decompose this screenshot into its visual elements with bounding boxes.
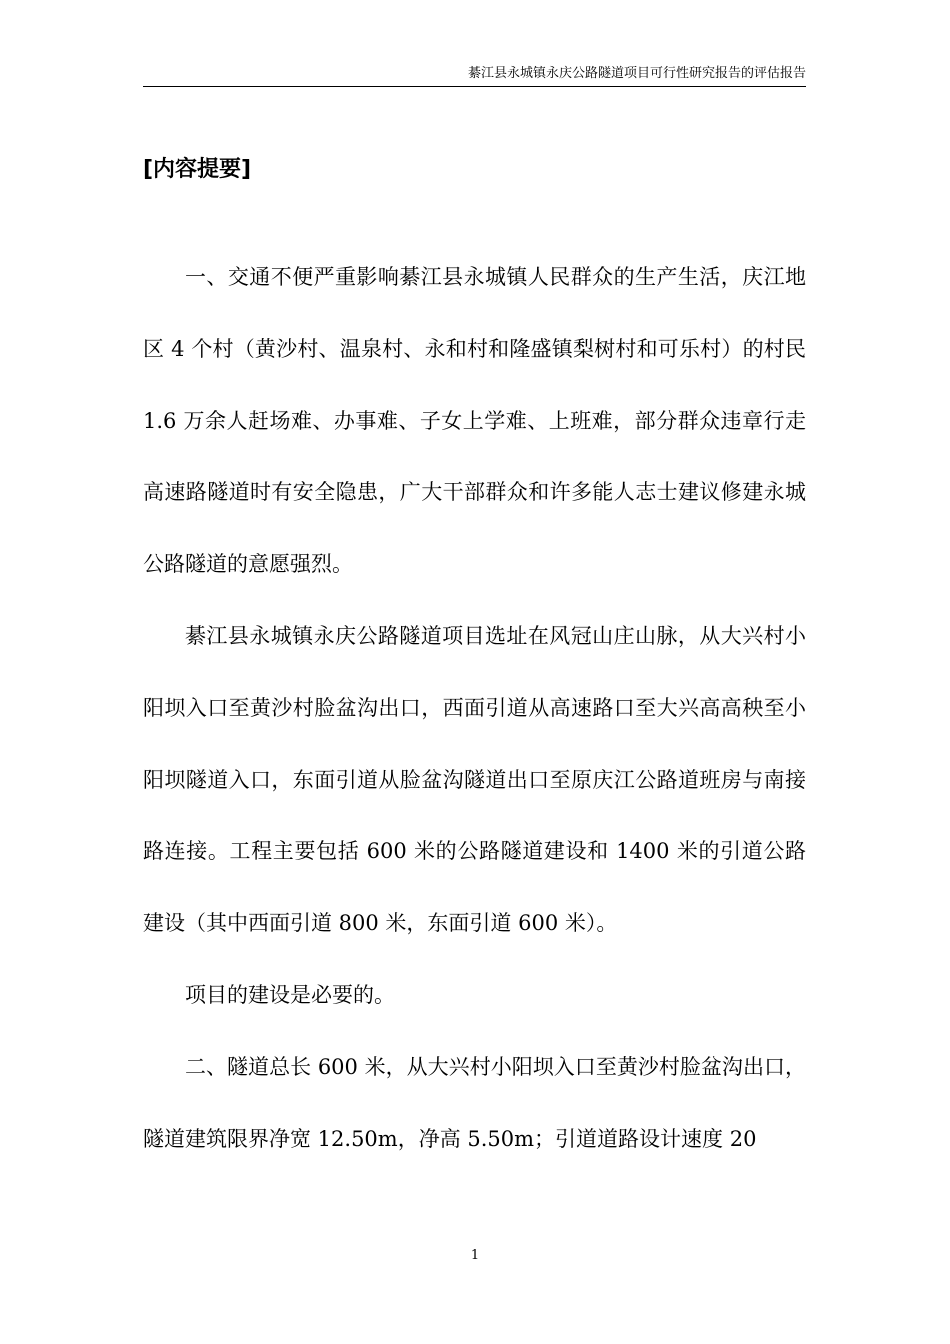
page-number: 1 [470,1248,480,1263]
page-header [143,64,806,87]
paragraph-traffic-issue: 一、交通不便严重影响綦江县永城镇人民群众的生产生活，庆江地区 4 个村（黄沙村、温泉村、永和村和隆盛镇梨树村和可乐村）的村民 1.6 万余人赶场难、办事难、子女上学难、上班难，部分群众违章行走高速路隧道时有安全隐患，广大干部群众和许多能人志士建议修建永城公路隧道的意愿强烈。 [143,265,806,577]
header-title: 綦江县永城镇永庆公路隧道项目可行性研究报告的评估报告 [467,66,806,81]
paragraph-project-location: 綦江县永城镇永庆公路隧道项目选址在风冠山庄山脉，从大兴村小阳坝入口至黄沙村脸盆沟出口，西面引道从高速路口至大兴高高秧至小阳坝隧道入口，东面引道从脸盆沟隧道出口至原庆江公路道班房与南接路连接。工程主要包括 600 米的公路隧道建设和 1400 米的引道公路建设（其中西面引道 800 米，东面引道 600 米）。 [143,623,806,936]
paragraph-tunnel-spec: 二、隧道总长 600 米，从大兴村小阳坝入口至黄沙村脸盆沟出口，隧道建筑限界净宽 12.50m，净高 5.50m；引道道路设计速度 20 [143,1054,806,1151]
section-title: [内容提要] [143,157,252,182]
body-text [143,242,806,1175]
document-body [143,150,806,1175]
paragraph-necessity: 项目的建设是必要的。 [185,982,395,1007]
